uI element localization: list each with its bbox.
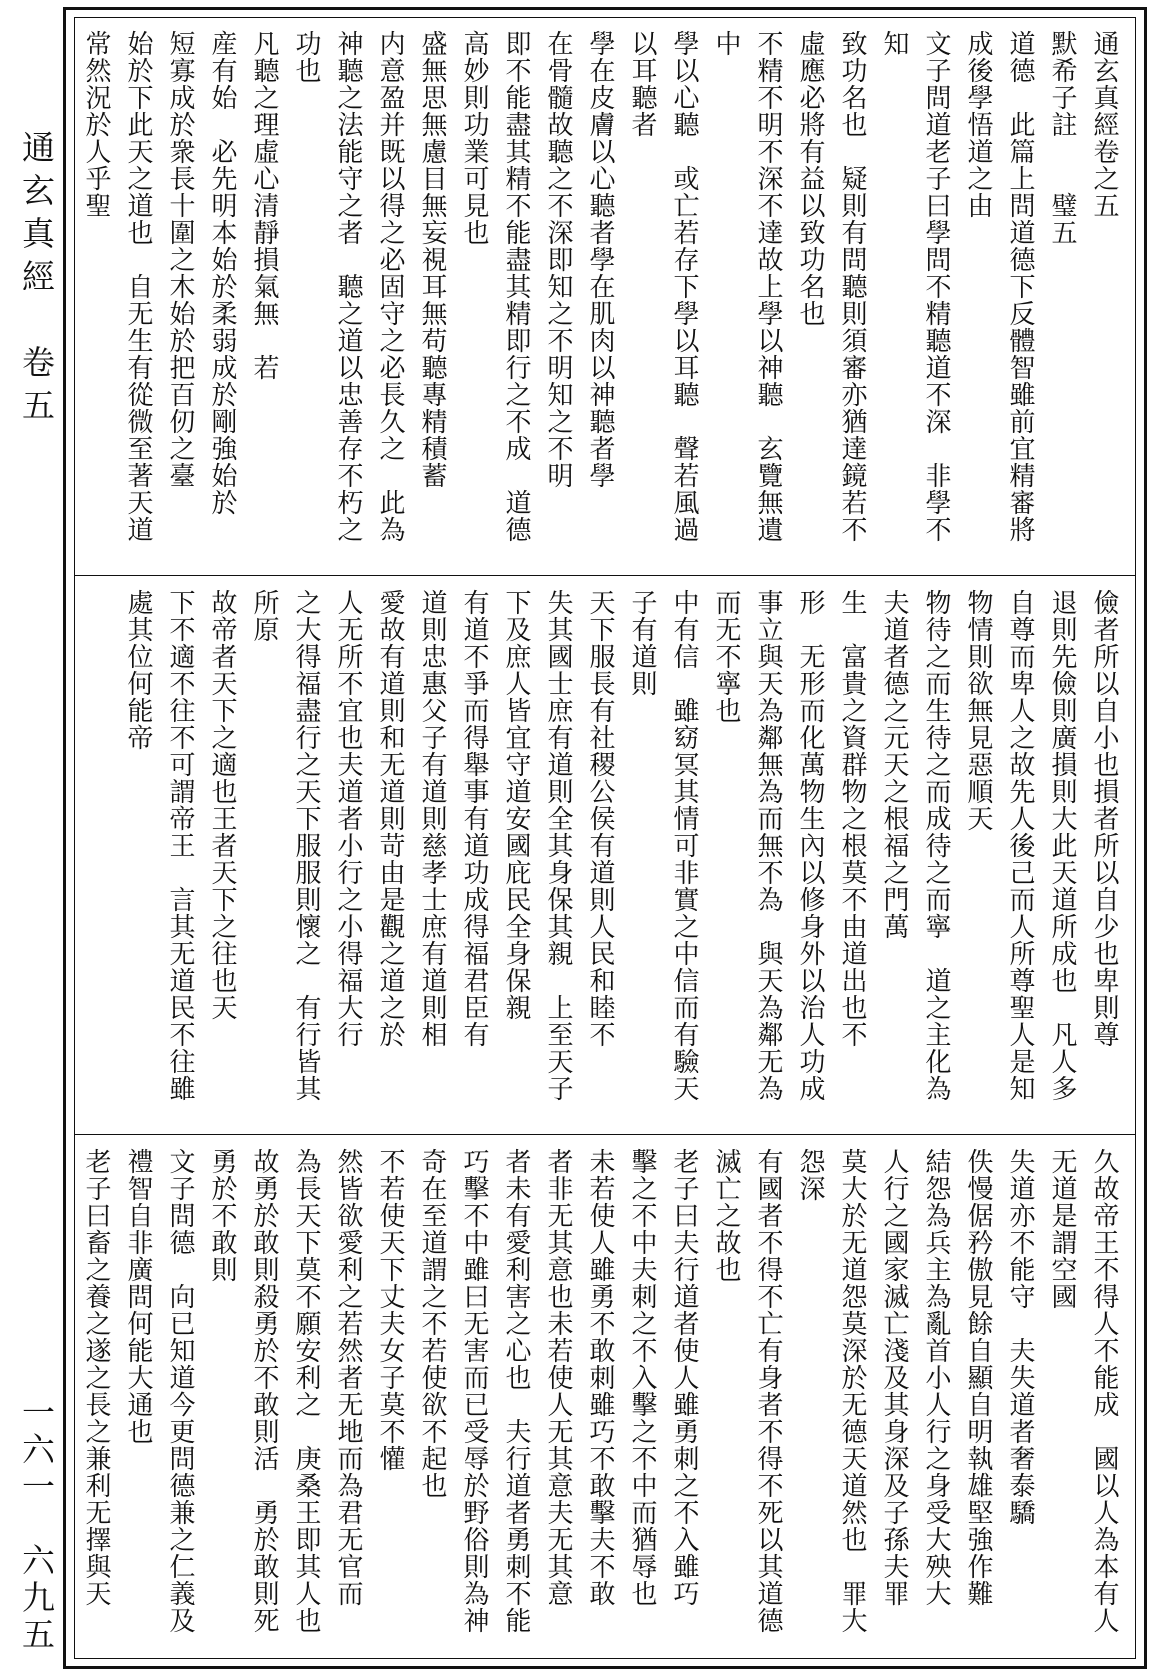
register-top — [75, 18, 1135, 573]
register-bottom — [75, 1136, 1135, 1669]
register-top-text: 通玄真經卷之五 默希子註 璧五 道德 此篇上問道德下反體智雖前宜精審將成後學悟道之由 文子問道老子曰學問不精聽道不深 非學不知 致功名也 疑則有問聽則須審亦猶達鏡若不虛應必將有益以致功名也 不精不明不深不達故上學以神聽 玄覽無遺中 學以心聽 或亡若存下學以耳聽 聲若風過以耳聽者 學在皮膚以心聽者學在肌肉以神聽者學 在骨髓故聽之不深即知之不明知之不明 即不能盡其精不能盡其精即行之不成 道德高妙則功業可見也 盛無思無慮目無妄視耳無苟聽專精積蓄 内意盈并既以得之必固守之必長久之 此為 神聽之法能守之者 聽之道以忠善存不朽之功也 凡聽之理虛心清靜損氣無 若 産有始 必先明本始於柔弱成於剛強始於 短寡成於衆長十圍之木始於把百仞之臺 始於下此天之道也 自无生有從微至著天道常然況於人乎聖 — [81, 30, 1119, 543]
register-divider — [75, 575, 1135, 576]
margin-book-title: 通玄真經 卷五 — [17, 130, 56, 431]
register-middle — [75, 577, 1135, 1132]
register-middle-text: 儉者所以自小也損者所以自少也卑則尊 退則先儉則廣損則大此天道所成也 凡人多自尊而卑人之故先人後己而人所尊聖人是知物情則欲無見惡順天 物待之而生待之而成待之而寧 道之主化為 夫道者德之元天之根福之門萬 生 富貴之資群物之根莫不由道出也不 形 无形而化萬物生內以修身外以治人功成 事立與天為鄰無為而無不為 與天為鄰无為而无不寧也 中有信 雖窈冥其情可非實之中信而有驗天子有道則 天下服長有社稷公侯有道則人民和睦不 失其國士庶有道則全其身保其親 上至天子下及庶人皆宜守道安國庇民全身保親 有道不爭而得舉事有道功成得福君臣有 道則忠惠父子有道則慈孝士庶有道則相 愛故有道則和无道則苛由是觀之道之於 人无所不宜也夫道者小行之小得福大行 之大得福盡行之天下服服則懷之 有行皆其所原 故帝者天下之適也王者天下之往也天 下不適不往不可謂帝王 言其无道民不往雖處其位何能帝 — [123, 589, 1119, 1102]
register-divider — [75, 1134, 1135, 1135]
text-frame — [74, 17, 1136, 1659]
page-frame — [63, 7, 1147, 1669]
margin-page-number: 一六一 六九五 — [17, 1395, 56, 1654]
register-bottom-text: 久故帝王不得人不能成 國以人為本有人无道是謂空國 失道亦不能守 夫失道者奢泰驕 佚慢倨矜傲見餘自顯自明執雄堅強作難 結怨為兵主為亂首小人行之身受大殃大 人行之國家滅亡淺及其身深及子孫夫罪 莫大於无道怨莫深於无德天道然也 罪大怨深 有國者不得不亡有身者不得不死以其道德滅亡之故也 老子曰夫行道者使人雖勇刺之不入雖巧 擊之不中夫刺之不入擊之不中而猶辱也 未若使人雖勇不敢刺雖巧不敢擊夫不敢 者非无其意也未若使人无其意夫无其意 者未有愛利害之心也 夫行道者勇刺不能巧擊不中雖曰无害而已受辱於野俗則為神奇在至道謂之不若使欲不起也 不若使天下丈夫女子莫不懽 然皆欲愛利之若然者无地而為君无官而 為長天下莫不願安利之 庚桑王即其人也 故勇於敢則殺勇於不敢則活 勇於敢則死勇於不敢則 文子問德 向已知道今更問德兼之仁義及禮智自非廣問何能大通也 老子曰畜之養之遂之長之兼利无擇與天 — [81, 1148, 1119, 1634]
